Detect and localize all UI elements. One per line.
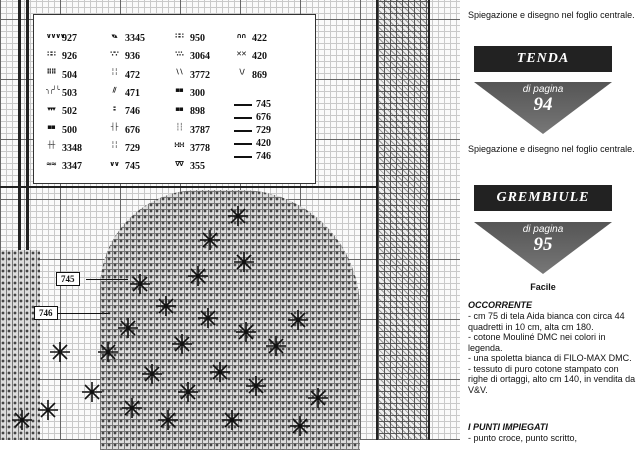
legend-entry (46, 33, 77, 44)
punti-heading: I PUNTI IMPIEGATI (468, 422, 548, 432)
dmc-code: 3348 (62, 142, 82, 154)
backstitch-line-icon (234, 117, 252, 119)
dmc-code: 950 (190, 33, 205, 44)
legend-entry (109, 51, 140, 62)
stitch-symbol-icon: ∖∖ (175, 68, 183, 77)
dmc-code: 745 (256, 99, 271, 110)
grembiule-title: GREMBIULE (474, 185, 612, 211)
dmc-code: 898 (190, 106, 205, 118)
dmc-code: 926 (62, 51, 77, 63)
stitches-list (468, 433, 636, 444)
color-legend (33, 14, 316, 184)
legend-entry (174, 51, 210, 62)
legend-entry (46, 51, 77, 62)
stitch-symbol-icon: ∷∷ (175, 31, 183, 40)
legend-entry (109, 106, 140, 117)
legend-entry (236, 51, 267, 62)
page-number: 94 (533, 94, 553, 115)
legend-entry (46, 106, 77, 117)
dmc-code: 729 (125, 142, 140, 154)
stitch-symbol-icon: ┼┼ (47, 141, 55, 150)
dmc-code: 422 (252, 33, 267, 44)
chart-label-745: 745 (56, 272, 80, 286)
legend-entry (174, 143, 210, 154)
legend-entry (109, 70, 140, 81)
page-prefix: di pagina (522, 224, 564, 235)
stitch-symbol-icon: ▪▪ (175, 86, 183, 95)
legend-entry (236, 33, 267, 44)
legend-entry (46, 70, 77, 81)
stitch-symbol-icon: ╎╎ (110, 68, 118, 77)
stitch-symbol-icon: ✕✕ (236, 49, 246, 58)
dmc-code: 355 (190, 161, 205, 173)
occorrente-heading: OCCORRENTE (468, 300, 533, 310)
label-leader (56, 313, 110, 314)
dmc-code: 3347 (62, 161, 82, 173)
legend-entry (109, 143, 140, 154)
backstitch-entry (234, 99, 271, 110)
material-item: - una spoletta bianca di FILO-MAX DMC. (468, 353, 636, 364)
dmc-code: 504 (62, 69, 77, 81)
stitch-symbol-icon: ∨∨∨∨ (46, 31, 65, 40)
stitch-symbol-icon: ⠿⠿ (46, 68, 56, 77)
article-sidebar (460, 0, 640, 443)
legend-entry (109, 125, 140, 136)
note-text: Spiegazione e disegno nel foglio centrale. (468, 10, 635, 20)
stitch-symbol-icon: ┤├ (110, 123, 118, 131)
stitch-symbol-icon: ∩∩ (236, 31, 246, 40)
stitch-symbol-icon: ▪▪ (47, 123, 55, 131)
material-item: - cotone Mouliné DMC nei colori in legenda. (468, 332, 636, 353)
dmc-code: 420 (252, 51, 267, 63)
stitch-symbol-icon: ∨∨ (109, 159, 119, 168)
stitch-symbol-icon: ≈≈ (46, 159, 56, 168)
dmc-code: 3778 (190, 142, 210, 154)
dmc-code: 420 (256, 138, 271, 149)
legend-entry (46, 161, 82, 172)
material-item: - cm 75 di tela Aida bianca con circa 44 quadretti in 10 cm, alta cm 180. (468, 311, 636, 332)
dmc-code: 300 (190, 87, 205, 99)
dmc-code: 471 (125, 87, 140, 99)
materials-list (468, 311, 636, 395)
legend-entry (174, 33, 205, 44)
page-number: 95 (533, 234, 553, 255)
stitch-symbol-icon: ∕∕ (112, 86, 116, 95)
dmc-code: 3064 (190, 51, 210, 63)
page-prefix: di pagina (522, 84, 564, 95)
legend-entry (174, 70, 210, 81)
label-leader (86, 279, 128, 280)
legend-entry (46, 88, 77, 99)
stitch-symbol-icon: ∇∇ (175, 159, 183, 168)
stitch-symbol-icon: ▪▪ (175, 104, 183, 113)
chart-label-746: 746 (34, 306, 58, 320)
stitch-symbol-icon: ╎╎ (110, 141, 118, 150)
legend-entry (109, 88, 140, 99)
dmc-code: 729 (256, 125, 271, 136)
stitch-symbol-icon: ▾▾▾ (47, 104, 55, 113)
stitch-symbol-icon: ∖∕ (238, 68, 244, 77)
backstitch-line-icon (234, 156, 252, 158)
dmc-code: 3345 (125, 33, 145, 44)
tenda-title: TENDA (474, 46, 612, 72)
difficulty-label: Facile (530, 282, 556, 292)
legend-entry (109, 161, 140, 172)
stitch-symbol-icon: ∵∵ (110, 49, 118, 58)
dmc-code: 676 (256, 112, 271, 123)
stitch-symbol-icon: ∵∴ (175, 49, 183, 58)
dmc-code: 936 (125, 51, 140, 63)
dmc-code: 745 (125, 161, 140, 173)
backstitch-line-icon (234, 143, 252, 145)
dmc-code: 3787 (190, 124, 210, 136)
dmc-code: 927 (62, 33, 77, 44)
stitch-symbol-icon: ∷∷ (47, 49, 55, 58)
legend-entry (46, 125, 77, 136)
stitch-symbol-icon: ┆┆ (175, 123, 183, 131)
dmc-code: 676 (125, 124, 140, 136)
backstitch-entry (234, 125, 271, 136)
dmc-code: 503 (62, 87, 77, 99)
legend-entry (174, 161, 205, 172)
stitch-symbol-icon: ∺∺ (174, 141, 184, 150)
stitch-symbol-icon: ▾▴ (111, 31, 117, 40)
backstitch-entry (234, 138, 271, 149)
stitch-symbol-icon: ∶∶ (112, 104, 116, 113)
stitch-item: - punto croce, punto scritto, (468, 433, 636, 444)
legend-entry (174, 125, 210, 136)
backstitch-line-icon (234, 104, 252, 106)
backstitch-entry (234, 151, 271, 162)
legend-entry (174, 106, 205, 117)
dmc-code: 3772 (190, 69, 210, 81)
backstitch-line-icon (234, 130, 252, 132)
note-text: Spiegazione e disegno nel foglio centrale. (468, 144, 635, 154)
dmc-code: 746 (256, 151, 271, 162)
border-stitch-column (376, 0, 430, 440)
material-item: - tessuto di puro cotone stampato con righe di ortaggi, alto cm 140, in vendita da V&V. (468, 364, 636, 396)
legend-entry (236, 70, 267, 81)
legend-entry (46, 143, 82, 154)
dmc-code: 472 (125, 69, 140, 81)
dmc-code: 869 (252, 69, 267, 81)
grembiule-page-badge (474, 222, 612, 274)
stitch-symbol-icon: ╮╭╯╰ (46, 86, 59, 95)
legend-entry (174, 88, 205, 99)
legend-entry (109, 33, 145, 44)
tenda-page-badge (474, 82, 612, 134)
dmc-code: 500 (62, 124, 77, 136)
backstitch-entry (234, 112, 271, 123)
dmc-code: 746 (125, 106, 140, 118)
dmc-code: 502 (62, 106, 77, 118)
